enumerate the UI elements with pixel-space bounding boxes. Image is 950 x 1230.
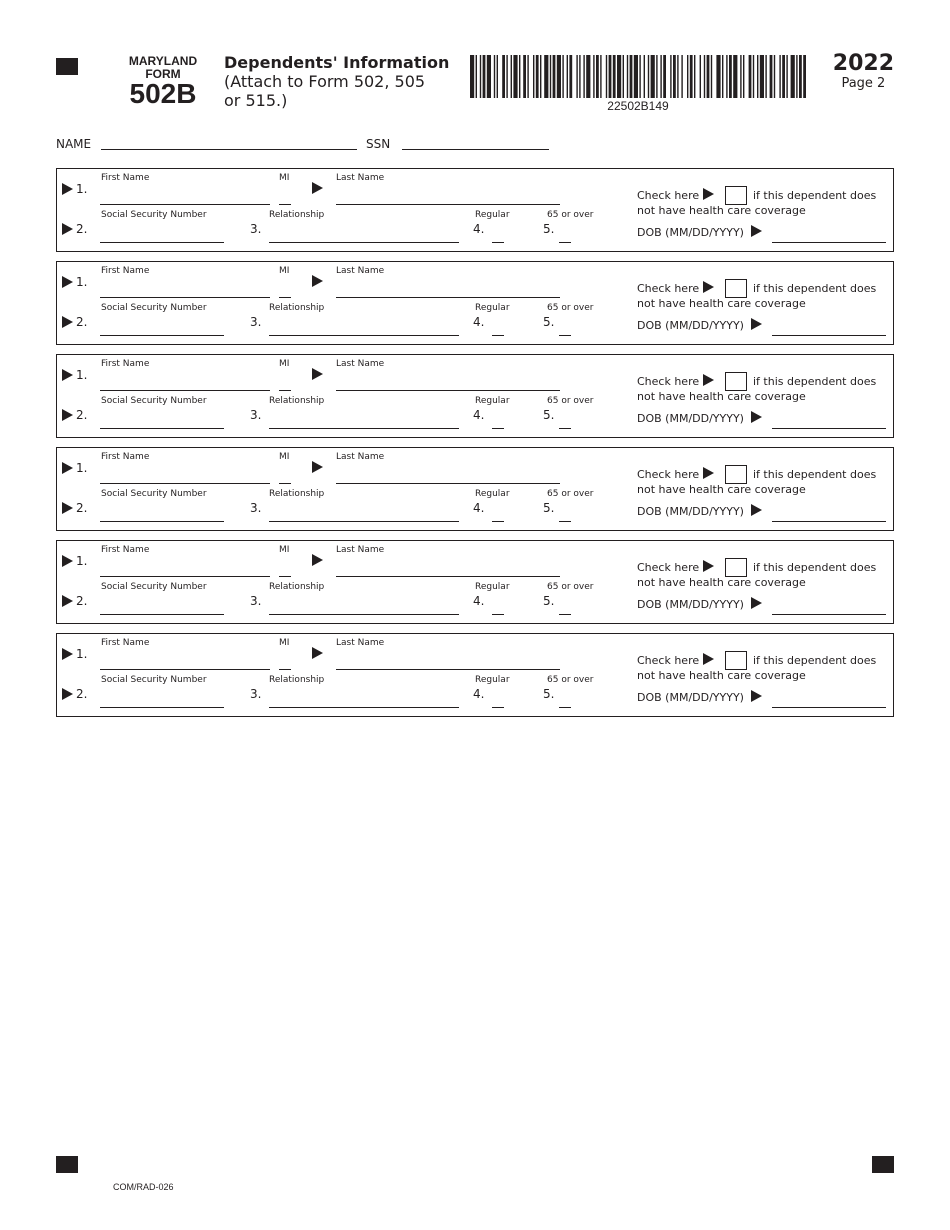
- last-name-field[interactable]: [336, 390, 560, 391]
- line-2-number: 2.: [76, 408, 88, 422]
- coverage-text-line1: if this dependent does: [753, 189, 877, 202]
- mi-field[interactable]: [279, 483, 291, 484]
- barcode-bar: [583, 55, 584, 98]
- regular-field[interactable]: [492, 428, 504, 429]
- relationship-field[interactable]: [269, 614, 459, 615]
- over65-field[interactable]: [559, 521, 571, 522]
- line-5-number: 5.: [543, 594, 555, 608]
- year-block: [833, 52, 894, 91]
- coverage-text-line1: if this dependent does: [753, 375, 877, 388]
- barcode-bar: [623, 55, 624, 98]
- barcode-bar: [760, 55, 764, 98]
- barcode-bar: [519, 55, 520, 98]
- barcode-bar: [687, 55, 688, 98]
- dob-field[interactable]: [772, 335, 886, 336]
- check-here-label: Check here: [637, 468, 700, 481]
- arrow-icon: [62, 502, 73, 514]
- relationship-label: Relationship: [269, 396, 325, 406]
- barcode-bar: [544, 55, 548, 98]
- check-here-label: Check here: [637, 561, 700, 574]
- barcode-bar: [690, 55, 693, 98]
- regular-label: Regular: [475, 675, 510, 685]
- form-number: 502B: [129, 78, 197, 109]
- regular-label: Regular: [475, 210, 510, 220]
- relationship-field[interactable]: [269, 521, 459, 522]
- no-coverage-checkbox[interactable]: [725, 558, 747, 577]
- first-name-label: First Name: [101, 173, 150, 183]
- barcode-bar: [576, 55, 577, 98]
- line-3-number: 3.: [250, 594, 262, 608]
- first-name-field[interactable]: [100, 576, 270, 577]
- barcode-bar: [799, 55, 802, 98]
- barcode-bar: [483, 55, 486, 98]
- ssn-label: Social Security Number: [101, 489, 207, 499]
- arrow-icon: [751, 597, 762, 609]
- dependent-box-5: [56, 540, 894, 624]
- barcode-bar: [779, 55, 780, 98]
- barcode-bar: [660, 55, 661, 98]
- line-5-number: 5.: [543, 687, 555, 701]
- barcode-bar: [470, 55, 474, 98]
- over65-field[interactable]: [559, 707, 571, 708]
- barcode-bar: [494, 55, 495, 98]
- barcode-bar: [497, 55, 498, 98]
- line-3-number: 3.: [250, 501, 262, 515]
- arrow-icon: [312, 275, 323, 287]
- line-4-number: 4.: [473, 222, 485, 236]
- no-coverage-checkbox[interactable]: [725, 279, 747, 298]
- barcode-bar: [536, 55, 539, 98]
- barcode-bar: [613, 55, 616, 98]
- line-2-number: 2.: [76, 315, 88, 329]
- regular-label: Regular: [475, 582, 510, 592]
- barcode-bar: [567, 55, 568, 98]
- form-title-block: [224, 53, 449, 110]
- regular-field[interactable]: [492, 614, 504, 615]
- barcode-bar: [586, 55, 590, 98]
- form-identifier: [118, 55, 208, 108]
- mi-field[interactable]: [279, 297, 291, 298]
- barcode-bar: [609, 55, 612, 98]
- over65-field[interactable]: [559, 242, 571, 243]
- dependent-box-3: [56, 354, 894, 438]
- barcode-bar: [523, 55, 526, 98]
- relationship-field[interactable]: [269, 428, 459, 429]
- barcode-bar: [740, 55, 741, 98]
- barcode: [470, 55, 806, 98]
- barcode-bar: [476, 55, 477, 98]
- regular-field[interactable]: [492, 707, 504, 708]
- coverage-text-line2: not have health care coverage: [637, 204, 806, 217]
- arrow-icon: [312, 182, 323, 194]
- dob-label: DOB (MM/DD/YYYY): [637, 226, 744, 239]
- line-3-number: 3.: [250, 315, 262, 329]
- barcode-text: 22502B149: [607, 99, 669, 113]
- coverage-text-line1: if this dependent does: [753, 561, 877, 574]
- barcode-bar: [644, 55, 645, 98]
- regular-label: Regular: [475, 489, 510, 499]
- line-5-number: 5.: [543, 408, 555, 422]
- barcode-bar: [782, 55, 785, 98]
- arrow-icon: [751, 225, 762, 237]
- dob-label: DOB (MM/DD/YYYY): [637, 412, 744, 425]
- no-coverage-checkbox[interactable]: [725, 651, 747, 670]
- mi-field[interactable]: [279, 390, 291, 391]
- barcode-bar: [527, 55, 528, 98]
- arrow-icon: [312, 461, 323, 473]
- last-name-label: Last Name: [336, 173, 385, 183]
- barcode-bar: [511, 55, 512, 98]
- over65-label: 65 or over: [547, 582, 594, 592]
- arrow-icon: [751, 411, 762, 423]
- no-coverage-checkbox[interactable]: [725, 465, 747, 484]
- first-name-label: First Name: [101, 266, 150, 276]
- first-name-label: First Name: [101, 638, 150, 648]
- barcode-bar: [726, 55, 727, 98]
- dependent-box-2: [56, 261, 894, 345]
- form-subtitle: (Attach to Form 502, 505 or 515.): [224, 72, 426, 110]
- arrow-icon: [703, 374, 714, 386]
- line-4-number: 4.: [473, 408, 485, 422]
- arrow-icon: [312, 368, 323, 380]
- barcode-bar: [639, 55, 640, 98]
- barcode-bar: [681, 55, 682, 98]
- over65-label: 65 or over: [547, 489, 594, 499]
- dob-field[interactable]: [772, 242, 886, 243]
- last-name-field[interactable]: [336, 483, 560, 484]
- barcode-bar: [716, 55, 720, 98]
- arrow-icon: [312, 554, 323, 566]
- first-name-field[interactable]: [100, 669, 270, 670]
- ssn-label: SSN: [366, 137, 391, 151]
- barcode-bar: [791, 55, 795, 98]
- last-name-field[interactable]: [336, 669, 560, 670]
- barcode-bar: [694, 55, 695, 98]
- dob-field[interactable]: [772, 707, 886, 708]
- arrow-icon: [62, 595, 73, 607]
- mi-label: MI: [279, 173, 290, 183]
- barcode-bar: [506, 55, 507, 98]
- dependent-box-1: [56, 168, 894, 252]
- relationship-field[interactable]: [269, 707, 459, 708]
- ssn-field[interactable]: [100, 242, 224, 243]
- barcode-bar: [648, 55, 649, 98]
- line-4-number: 4.: [473, 594, 485, 608]
- barcode-bar: [600, 55, 601, 98]
- check-here-label: Check here: [637, 375, 700, 388]
- barcode-bar: [743, 55, 744, 98]
- page-number: Page 2: [841, 76, 886, 91]
- line-4-number: 4.: [473, 501, 485, 515]
- arrow-icon: [703, 188, 714, 200]
- barcode-bar: [704, 55, 705, 98]
- last-name-label: Last Name: [336, 266, 385, 276]
- ssn-label: Social Security Number: [101, 675, 207, 685]
- ssn-field[interactable]: [100, 335, 224, 336]
- line-3-number: 3.: [250, 222, 262, 236]
- arrow-icon: [62, 688, 73, 700]
- arrow-icon: [312, 647, 323, 659]
- coverage-text-line1: if this dependent does: [753, 654, 877, 667]
- registration-mark-bottom-left: [56, 1156, 78, 1173]
- over65-field[interactable]: [559, 335, 571, 336]
- tax-year: 2022: [832, 51, 894, 76]
- coverage-text-line1: if this dependent does: [753, 282, 877, 295]
- dob-field[interactable]: [772, 428, 886, 429]
- arrow-icon: [62, 223, 73, 235]
- ssn-field[interactable]: [402, 149, 549, 150]
- line-5-number: 5.: [543, 501, 555, 515]
- first-name-label: First Name: [101, 545, 150, 555]
- no-coverage-checkbox[interactable]: [725, 186, 747, 205]
- barcode-bar: [553, 55, 556, 98]
- over65-field[interactable]: [559, 428, 571, 429]
- form-title: Dependents' Information: [224, 53, 450, 72]
- dependent-box-4: [56, 447, 894, 531]
- line-3-number: 3.: [250, 687, 262, 701]
- line-3-number: 3.: [250, 408, 262, 422]
- arrow-icon: [62, 555, 73, 567]
- dob-label: DOB (MM/DD/YYYY): [637, 505, 744, 518]
- relationship-label: Relationship: [269, 582, 325, 592]
- arrow-icon: [62, 276, 73, 288]
- relationship-label: Relationship: [269, 489, 325, 499]
- barcode-bar: [557, 55, 561, 98]
- barcode-bar: [579, 55, 580, 98]
- line-2-number: 2.: [76, 501, 88, 515]
- barcode-bar: [540, 55, 541, 98]
- barcode-bar: [757, 55, 758, 98]
- no-coverage-checkbox[interactable]: [725, 372, 747, 391]
- dependent-box-6: [56, 633, 894, 717]
- ssn-field[interactable]: [100, 428, 224, 429]
- last-name-label: Last Name: [336, 359, 385, 369]
- mi-label: MI: [279, 452, 290, 462]
- ssn-field[interactable]: [100, 614, 224, 615]
- relationship-label: Relationship: [269, 675, 325, 685]
- barcode-bar: [634, 55, 638, 98]
- barcode-bar: [663, 55, 666, 98]
- registration-mark-top-left: [56, 58, 78, 75]
- first-name-field[interactable]: [100, 390, 270, 391]
- ssn-label: Social Security Number: [101, 210, 207, 220]
- coverage-text-line2: not have health care coverage: [637, 576, 806, 589]
- line-4-number: 4.: [473, 687, 485, 701]
- line-4-number: 4.: [473, 315, 485, 329]
- regular-field[interactable]: [492, 521, 504, 522]
- last-name-label: Last Name: [336, 545, 385, 555]
- relationship-field[interactable]: [269, 242, 459, 243]
- over65-label: 65 or over: [547, 396, 594, 406]
- barcode-bar: [606, 55, 607, 98]
- barcode-bar: [711, 55, 712, 98]
- state-name: MARYLAND: [128, 54, 198, 68]
- coverage-text-line1: if this dependent does: [753, 468, 877, 481]
- regular-field[interactable]: [492, 242, 504, 243]
- barcode-bar: [630, 55, 633, 98]
- first-name-field[interactable]: [100, 204, 270, 205]
- arrow-icon: [703, 467, 714, 479]
- barcode-bar: [627, 55, 628, 98]
- arrow-icon: [62, 648, 73, 660]
- barcode-bar: [673, 55, 676, 98]
- barcode-bar: [765, 55, 766, 98]
- last-name-label: Last Name: [336, 452, 385, 462]
- barcode-bar: [677, 55, 678, 98]
- arrow-icon: [751, 504, 762, 516]
- barcode-bar: [593, 55, 594, 98]
- coverage-text-line2: not have health care coverage: [637, 669, 806, 682]
- barcode-bar: [733, 55, 737, 98]
- name-field[interactable]: [101, 149, 357, 150]
- barcode-bar: [550, 55, 551, 98]
- ssn-field[interactable]: [100, 707, 224, 708]
- line-2-number: 2.: [76, 594, 88, 608]
- barcode-bar: [562, 55, 563, 98]
- regular-label: Regular: [475, 303, 510, 313]
- arrow-icon: [751, 690, 762, 702]
- dob-field[interactable]: [772, 521, 886, 522]
- barcode-bar: [487, 55, 491, 98]
- barcode-bar: [729, 55, 732, 98]
- coverage-text-line2: not have health care coverage: [637, 390, 806, 403]
- arrow-icon: [62, 183, 73, 195]
- last-name-label: Last Name: [336, 638, 385, 648]
- ssn-label: Social Security Number: [101, 396, 207, 406]
- over65-field[interactable]: [559, 614, 571, 615]
- barcode-bar: [786, 55, 787, 98]
- line-1-number: 1.: [76, 554, 88, 568]
- dob-label: DOB (MM/DD/YYYY): [637, 319, 744, 332]
- over65-label: 65 or over: [547, 675, 594, 685]
- barcode-bar: [796, 55, 797, 98]
- dob-field[interactable]: [772, 614, 886, 615]
- line-1-number: 1.: [76, 368, 88, 382]
- first-name-label: First Name: [101, 452, 150, 462]
- line-1-number: 1.: [76, 275, 88, 289]
- relationship-label: Relationship: [269, 210, 325, 220]
- form-code: COM/RAD-026: [113, 1182, 174, 1192]
- regular-label: Regular: [475, 396, 510, 406]
- barcode-bar: [596, 55, 599, 98]
- arrow-icon: [703, 281, 714, 293]
- barcode-bar: [700, 55, 701, 98]
- barcode-bar: [513, 55, 517, 98]
- coverage-text-line2: not have health care coverage: [637, 297, 806, 310]
- mi-label: MI: [279, 545, 290, 555]
- mi-label: MI: [279, 266, 290, 276]
- arrow-icon: [703, 560, 714, 572]
- line-1-number: 1.: [76, 647, 88, 661]
- last-name-field[interactable]: [336, 297, 560, 298]
- line-1-number: 1.: [76, 182, 88, 196]
- registration-mark-bottom-right: [872, 1156, 894, 1173]
- over65-label: 65 or over: [547, 210, 594, 220]
- barcode-bar: [617, 55, 621, 98]
- barcode-bar: [749, 55, 752, 98]
- barcode-bar: [753, 55, 754, 98]
- check-here-label: Check here: [637, 189, 700, 202]
- barcode-bar: [480, 55, 481, 98]
- arrow-icon: [751, 318, 762, 330]
- mi-field[interactable]: [279, 669, 291, 670]
- arrow-icon: [62, 409, 73, 421]
- barcode-bar: [533, 55, 534, 98]
- mi-label: MI: [279, 638, 290, 648]
- relationship-label: Relationship: [269, 303, 325, 313]
- ssn-label: Social Security Number: [101, 582, 207, 592]
- barcode-bar: [722, 55, 723, 98]
- mi-field[interactable]: [279, 576, 291, 577]
- barcode-bar: [803, 55, 806, 98]
- dob-label: DOB (MM/DD/YYYY): [637, 691, 744, 704]
- check-here-label: Check here: [637, 654, 700, 667]
- last-name-field[interactable]: [336, 576, 560, 577]
- line-5-number: 5.: [543, 315, 555, 329]
- mi-label: MI: [279, 359, 290, 369]
- barcode-bar: [670, 55, 671, 98]
- name-label: NAME: [56, 137, 92, 151]
- dob-label: DOB (MM/DD/YYYY): [637, 598, 744, 611]
- barcode-bar: [651, 55, 655, 98]
- coverage-text-line2: not have health care coverage: [637, 483, 806, 496]
- arrow-icon: [703, 653, 714, 665]
- first-name-label: First Name: [101, 359, 150, 369]
- regular-field[interactable]: [492, 335, 504, 336]
- arrow-icon: [62, 462, 73, 474]
- line-5-number: 5.: [543, 222, 555, 236]
- barcode-bar: [569, 55, 572, 98]
- ssn-field[interactable]: [100, 521, 224, 522]
- over65-label: 65 or over: [547, 303, 594, 313]
- line-2-number: 2.: [76, 687, 88, 701]
- line-1-number: 1.: [76, 461, 88, 475]
- barcode-bar: [770, 55, 773, 98]
- mi-field[interactable]: [279, 204, 291, 205]
- barcode-bar: [774, 55, 775, 98]
- arrow-icon: [62, 369, 73, 381]
- last-name-field[interactable]: [336, 204, 560, 205]
- line-2-number: 2.: [76, 222, 88, 236]
- ssn-label: Social Security Number: [101, 303, 207, 313]
- arrow-icon: [62, 316, 73, 328]
- first-name-field[interactable]: [100, 483, 270, 484]
- form-word: FORM: [145, 67, 181, 81]
- relationship-field[interactable]: [269, 335, 459, 336]
- first-name-field[interactable]: [100, 297, 270, 298]
- barcode-bar: [502, 55, 505, 98]
- barcode-bar: [707, 55, 710, 98]
- barcode-bar: [656, 55, 657, 98]
- check-here-label: Check here: [637, 282, 700, 295]
